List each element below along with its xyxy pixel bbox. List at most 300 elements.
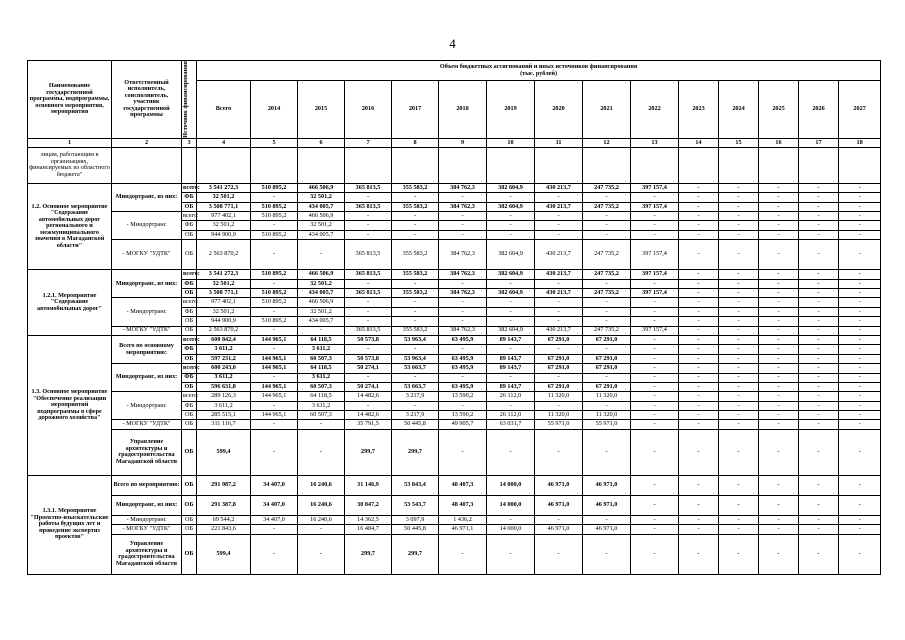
header-year-3: 2016: [345, 81, 392, 139]
table-row: [28, 420, 881, 429]
executor: - Миндортранс: [112, 298, 182, 326]
table-row: [28, 392, 881, 401]
amount-cell: 53 843,4: [392, 475, 439, 495]
amount-cell: -: [679, 202, 719, 211]
amount-cell: -: [719, 240, 759, 270]
table-row: [28, 298, 881, 307]
amount-cell: 48 407,3: [439, 475, 487, 495]
amount-cell: -: [839, 475, 881, 495]
amount-cell: -: [535, 298, 583, 307]
column-number-17: 17: [799, 138, 839, 147]
amount-cell: -: [799, 270, 839, 279]
amount-cell: -: [759, 345, 799, 354]
amount-cell: 63 495,9: [439, 335, 487, 344]
amount-cell: 26 112,0: [487, 411, 535, 420]
amount-cell: 291 387,8: [197, 495, 251, 515]
amount-cell: 46 971,1: [439, 525, 487, 534]
amount-cell: 32 501,2: [298, 221, 345, 230]
amount-cell: 365 813,5: [345, 183, 392, 192]
amount-cell: 3 217,9: [392, 392, 439, 401]
amount-cell: -: [839, 345, 881, 354]
amount-cell: -: [251, 401, 298, 410]
amount-cell: 50 573,8: [345, 335, 392, 344]
amount-cell: -: [719, 335, 759, 344]
amount-cell: 3 611,2: [197, 401, 251, 410]
amount-cell: -: [759, 429, 799, 475]
amount-cell: 16 240,6: [298, 475, 345, 495]
amount-cell: -: [719, 221, 759, 230]
amount-cell: -: [535, 534, 583, 574]
amount-cell: -: [583, 221, 631, 230]
amount-cell: -: [719, 193, 759, 202]
amount-cell: 430 213,7: [535, 183, 583, 192]
amount-cell: -: [251, 420, 298, 429]
amount-cell: 510 895,2: [251, 212, 298, 221]
amount-cell: -: [759, 525, 799, 534]
funding-source: ФБ: [182, 345, 197, 354]
funding-source: ОБ: [182, 288, 197, 297]
amount-cell: -: [392, 373, 439, 382]
amount-cell: 430 213,7: [535, 288, 583, 297]
empty-cell: [345, 147, 392, 183]
amount-cell: -: [799, 373, 839, 382]
amount-cell: -: [679, 475, 719, 495]
amount-cell: -: [583, 429, 631, 475]
column-number-1: 1: [28, 138, 112, 147]
amount-cell: -: [839, 354, 881, 363]
amount-cell: -: [839, 373, 881, 382]
amount-cell: 430 213,7: [535, 270, 583, 279]
amount-cell: -: [345, 221, 392, 230]
funding-source: всего:: [183, 270, 200, 278]
amount-cell: -: [719, 525, 759, 534]
amount-cell: 430 213,7: [535, 240, 583, 270]
amount-cell: 397 157,4: [631, 202, 679, 211]
amount-cell: 365 813,5: [345, 202, 392, 211]
column-number-18: 18: [839, 138, 881, 147]
amount-cell: -: [583, 515, 631, 524]
amount-cell: 50 445,8: [392, 525, 439, 534]
funding-source: ОБ: [182, 317, 197, 326]
amount-cell: -: [392, 221, 439, 230]
amount-cell: 67 291,0: [583, 364, 631, 373]
amount-cell: -: [719, 429, 759, 475]
amount-cell: 31 146,9: [345, 475, 392, 495]
funding-source: ОБ: [182, 429, 197, 475]
amount-cell: 466 506,9: [298, 183, 345, 192]
empty-cell: [799, 147, 839, 183]
amount-cell: -: [583, 307, 631, 316]
amount-cell: -: [487, 373, 535, 382]
amount-cell: 3 541 272,3: [197, 183, 251, 192]
amount-cell: -: [719, 515, 759, 524]
amount-cell: -: [799, 221, 839, 230]
amount-cell: -: [759, 382, 799, 391]
amount-cell: 355 583,2: [392, 240, 439, 270]
amount-cell: -: [679, 298, 719, 307]
amount-cell: -: [799, 212, 839, 221]
header-year-13: 2026: [799, 81, 839, 139]
amount-cell: -: [759, 373, 799, 382]
amount-cell: 67 291,0: [535, 364, 583, 373]
amount-cell: -: [439, 221, 487, 230]
amount-cell: 600 243,0: [197, 364, 251, 373]
program-name: 1.3.1. Мероприятие "Проектно-изыскательские работы будущих лет и проведение экспертиз проектов": [28, 475, 112, 574]
amount-cell: -: [839, 534, 881, 574]
amount-cell: 384 762,3: [439, 326, 487, 335]
amount-cell: 510 895,2: [251, 183, 298, 192]
table-row: [28, 515, 881, 524]
funding-source: ОБ: [182, 326, 197, 335]
amount-cell: 434 005,7: [298, 317, 345, 326]
amount-cell: 247 735,2: [583, 326, 631, 335]
amount-cell: -: [759, 230, 799, 239]
amount-cell: -: [839, 307, 881, 316]
header-year-10: 2023: [679, 81, 719, 139]
amount-cell: 382 604,9: [487, 183, 535, 192]
amount-cell: -: [799, 317, 839, 326]
header-year-0: Всего: [197, 81, 251, 139]
amount-cell: 46 971,0: [583, 495, 631, 515]
header-year-2: 2015: [298, 81, 345, 139]
amount-cell: -: [251, 193, 298, 202]
amount-cell: -: [631, 382, 679, 391]
amount-cell: 64 118,5: [298, 392, 345, 401]
amount-cell: -: [679, 326, 719, 335]
amount-cell: -: [345, 279, 392, 288]
funding-source: ОБ: [182, 240, 197, 270]
amount-cell: 299,7: [392, 429, 439, 475]
executor: - МОГКУ "УДТК": [112, 240, 182, 270]
amount-cell: -: [799, 354, 839, 363]
funding-source: ФБ: [182, 279, 197, 288]
amount-cell: -: [719, 230, 759, 239]
amount-cell: -: [392, 212, 439, 221]
amount-cell: 69 544,2: [197, 515, 251, 524]
amount-cell: -: [719, 279, 759, 288]
executor: Миндортранс, из них:: [112, 495, 182, 515]
amount-cell: 46 971,0: [583, 475, 631, 495]
amount-cell: 16 240,6: [298, 515, 345, 524]
amount-cell: -: [583, 373, 631, 382]
amount-cell: -: [631, 495, 679, 515]
amount-cell: 247 735,2: [583, 183, 631, 192]
amount-cell: 397 157,4: [631, 326, 679, 335]
funding-source: ФБ: [182, 221, 197, 230]
amount-cell: -: [487, 515, 535, 524]
amount-cell: 144 965,1: [251, 382, 298, 391]
amount-cell: 221 843,6: [197, 525, 251, 534]
amount-cell: 944 900,9: [197, 230, 251, 239]
amount-cell: -: [719, 317, 759, 326]
amount-cell: 355 583,2: [392, 202, 439, 211]
amount-cell: -: [759, 364, 799, 373]
amount-cell: -: [439, 534, 487, 574]
amount-cell: 600 842,4: [197, 335, 251, 344]
amount-cell: -: [719, 354, 759, 363]
amount-cell: 67 291,0: [583, 354, 631, 363]
amount-cell: -: [251, 240, 298, 270]
amount-cell: 299,7: [392, 534, 439, 574]
amount-cell: -: [719, 420, 759, 429]
funding-source: ФБ: [182, 307, 197, 316]
amount-cell: -: [799, 364, 839, 373]
amount-cell: -: [487, 212, 535, 221]
amount-cell: -: [345, 230, 392, 239]
amount-cell: 14 000,0: [487, 525, 535, 534]
empty-cell: [719, 147, 759, 183]
amount-cell: -: [839, 420, 881, 429]
amount-cell: -: [583, 230, 631, 239]
column-number-11: 11: [535, 138, 583, 147]
amount-cell: 3 611,2: [298, 401, 345, 410]
header-year-12: 2025: [759, 81, 799, 139]
amount-cell: -: [345, 193, 392, 202]
amount-cell: -: [679, 420, 719, 429]
amount-cell: 60 507,3: [298, 411, 345, 420]
amount-cell: 50 274,1: [345, 382, 392, 391]
amount-cell: 11 320,0: [583, 411, 631, 420]
amount-cell: 3 611,2: [197, 345, 251, 354]
amount-cell: 3 611,2: [298, 345, 345, 354]
amount-cell: -: [679, 495, 719, 515]
empty-cell: [251, 147, 298, 183]
amount-cell: -: [487, 345, 535, 354]
amount-cell: -: [535, 429, 583, 475]
amount-cell: -: [759, 183, 799, 192]
amount-cell: 397 157,4: [631, 183, 679, 192]
amount-cell: -: [799, 345, 839, 354]
funding-source: ОБ: [182, 515, 197, 524]
amount-cell: 89 143,7: [487, 335, 535, 344]
executor: - Миндортранс: [112, 392, 182, 420]
amount-cell: -: [392, 230, 439, 239]
executor: Миндортранс, из них:: [112, 270, 182, 298]
amount-cell: 32 501,2: [197, 307, 251, 316]
amount-cell: -: [251, 525, 298, 534]
amount-cell: 397 157,4: [631, 288, 679, 297]
amount-cell: 311 116,7: [197, 420, 251, 429]
amount-cell: 16 484,7: [345, 525, 392, 534]
amount-cell: -: [839, 193, 881, 202]
amount-cell: -: [799, 335, 839, 344]
column-number-12: 12: [583, 138, 631, 147]
funding-source: ОБ: [182, 354, 197, 363]
header-unit: (тыс. рублей): [520, 69, 558, 77]
amount-cell: -: [392, 401, 439, 410]
empty-cell: [197, 147, 251, 183]
empty-cell: [112, 147, 182, 183]
amount-cell: -: [487, 221, 535, 230]
amount-cell: 944 900,9: [197, 317, 251, 326]
amount-cell: -: [679, 401, 719, 410]
funding-source: ОБ: [182, 202, 197, 211]
amount-cell: -: [631, 279, 679, 288]
amount-cell: 977 402,1: [197, 298, 251, 307]
amount-cell: -: [679, 240, 719, 270]
amount-cell: -: [631, 401, 679, 410]
amount-cell: -: [839, 326, 881, 335]
table-row: [28, 335, 881, 344]
header-program-name: Наименование государственной программы, подпрограммы, основного мероприятия, мероприятия: [28, 61, 112, 139]
amount-cell: -: [535, 212, 583, 221]
amount-cell: -: [251, 307, 298, 316]
amount-cell: 30 847,2: [345, 495, 392, 515]
amount-cell: -: [719, 345, 759, 354]
amount-cell: 50 274,1: [345, 364, 392, 373]
budget-table: [27, 60, 881, 575]
executor: Управление архитектуры и градостроительства Магаданской области: [112, 429, 182, 475]
amount-cell: 382 604,9: [487, 240, 535, 270]
amount-cell: -: [392, 345, 439, 354]
header-executor: Ответственный исполнитель, соисполнитель, участник государственной программы: [112, 61, 182, 139]
amount-cell: 67 291,0: [583, 382, 631, 391]
amount-cell: 510 895,2: [251, 288, 298, 297]
amount-cell: -: [839, 429, 881, 475]
amount-cell: -: [839, 202, 881, 211]
amount-cell: 60 507,3: [298, 382, 345, 391]
amount-cell: -: [679, 335, 719, 344]
amount-cell: 434 005,7: [298, 202, 345, 211]
funding-source: ОБ: [182, 382, 197, 391]
amount-cell: 67 291,0: [535, 354, 583, 363]
amount-cell: -: [679, 515, 719, 524]
amount-cell: -: [799, 534, 839, 574]
amount-cell: -: [719, 411, 759, 420]
amount-cell: -: [799, 288, 839, 297]
amount-cell: -: [719, 288, 759, 297]
amount-cell: -: [759, 411, 799, 420]
executor: - МОГКУ "УДТК": [112, 326, 182, 335]
amount-cell: -: [759, 317, 799, 326]
amount-cell: -: [839, 212, 881, 221]
column-number-14: 14: [679, 138, 719, 147]
amount-cell: -: [839, 279, 881, 288]
header-year-14: 2027: [839, 81, 881, 139]
amount-cell: 46 971,0: [535, 495, 583, 515]
amount-cell: 247 735,2: [583, 288, 631, 297]
amount-cell: -: [583, 193, 631, 202]
amount-cell: -: [631, 345, 679, 354]
program-name: 1.2.1. Мероприятие "Содержание автомобильных дорог": [28, 270, 112, 336]
amount-cell: -: [839, 270, 881, 279]
amount-cell: -: [535, 279, 583, 288]
amount-cell: 599,4: [197, 429, 251, 475]
amount-cell: -: [759, 420, 799, 429]
header-year-11: 2024: [719, 81, 759, 139]
amount-cell: -: [631, 298, 679, 307]
empty-cell: [583, 147, 631, 183]
amount-cell: 596 631,8: [197, 382, 251, 391]
amount-cell: 466 506,9: [298, 212, 345, 221]
amount-cell: 46 971,0: [535, 525, 583, 534]
amount-cell: -: [535, 193, 583, 202]
amount-cell: 32 501,2: [197, 221, 251, 230]
amount-cell: -: [799, 420, 839, 429]
amount-cell: -: [799, 411, 839, 420]
program-name: 1.2. Основное мероприятие "Содержание автомобильных дорог регионального и межмуниципального значения в Магаданской области": [28, 183, 112, 269]
amount-cell: -: [345, 298, 392, 307]
amount-cell: 89 143,7: [487, 364, 535, 373]
amount-cell: -: [839, 411, 881, 420]
amount-cell: 11 320,0: [583, 392, 631, 401]
executor: Управление архитектуры и градостроительства Магаданской области: [112, 534, 182, 574]
amount-cell: -: [251, 345, 298, 354]
amount-cell: 365 813,5: [345, 288, 392, 297]
amount-cell: -: [583, 317, 631, 326]
amount-cell: -: [439, 373, 487, 382]
amount-cell: -: [487, 193, 535, 202]
amount-cell: 89 143,7: [487, 354, 535, 363]
amount-cell: 64 118,5: [298, 335, 345, 344]
amount-cell: 34 407,0: [251, 495, 298, 515]
amount-cell: 46 971,0: [535, 475, 583, 495]
amount-cell: -: [487, 279, 535, 288]
amount-cell: 397 157,4: [631, 240, 679, 270]
amount-cell: 510 895,2: [251, 270, 298, 279]
executor: - МОГКУ "УДТК": [112, 525, 182, 534]
amount-cell: 63 495,9: [439, 354, 487, 363]
amount-cell: 247 735,2: [583, 202, 631, 211]
amount-cell: -: [799, 401, 839, 410]
amount-cell: -: [759, 475, 799, 495]
amount-cell: -: [583, 212, 631, 221]
amount-cell: -: [535, 317, 583, 326]
amount-cell: 355 583,2: [392, 270, 439, 279]
amount-cell: 1 436,2: [439, 515, 487, 524]
amount-cell: -: [439, 193, 487, 202]
table-row: [28, 326, 881, 335]
amount-cell: 50 573,8: [345, 354, 392, 363]
table-row: [28, 475, 881, 495]
amount-cell: 14 000,0: [487, 495, 535, 515]
amount-cell: 397 157,4: [631, 270, 679, 279]
amount-cell: 64 118,5: [298, 364, 345, 373]
amount-cell: -: [679, 411, 719, 420]
amount-cell: -: [251, 221, 298, 230]
amount-cell: -: [759, 307, 799, 316]
amount-cell: -: [839, 298, 881, 307]
amount-cell: 67 291,0: [535, 335, 583, 344]
funding-source: ОБ: [182, 495, 197, 515]
amount-cell: -: [679, 354, 719, 363]
amount-cell: -: [439, 307, 487, 316]
amount-cell: 53 663,7: [392, 364, 439, 373]
amount-cell: -: [719, 298, 759, 307]
amount-cell: 466 506,9: [298, 298, 345, 307]
empty-cell: [839, 147, 881, 183]
amount-cell: -: [839, 382, 881, 391]
amount-cell: 89 143,7: [487, 382, 535, 391]
amount-cell: -: [799, 525, 839, 534]
amount-cell: -: [679, 317, 719, 326]
amount-cell: -: [251, 326, 298, 335]
amount-cell: 299,7: [345, 534, 392, 574]
amount-cell: 510 895,2: [251, 298, 298, 307]
amount-cell: -: [679, 230, 719, 239]
funding-source: всего:: [183, 335, 200, 343]
amount-cell: -: [583, 279, 631, 288]
funding-source: ОБ: [182, 534, 197, 574]
funding-source: всего:: [183, 392, 199, 400]
amount-cell: -: [839, 317, 881, 326]
amount-cell: 53 963,4: [392, 354, 439, 363]
header-year-6: 2019: [487, 81, 535, 139]
funding-source: ОБ: [182, 525, 197, 534]
empty-cell: [392, 147, 439, 183]
amount-cell: -: [719, 475, 759, 495]
amount-cell: -: [535, 401, 583, 410]
